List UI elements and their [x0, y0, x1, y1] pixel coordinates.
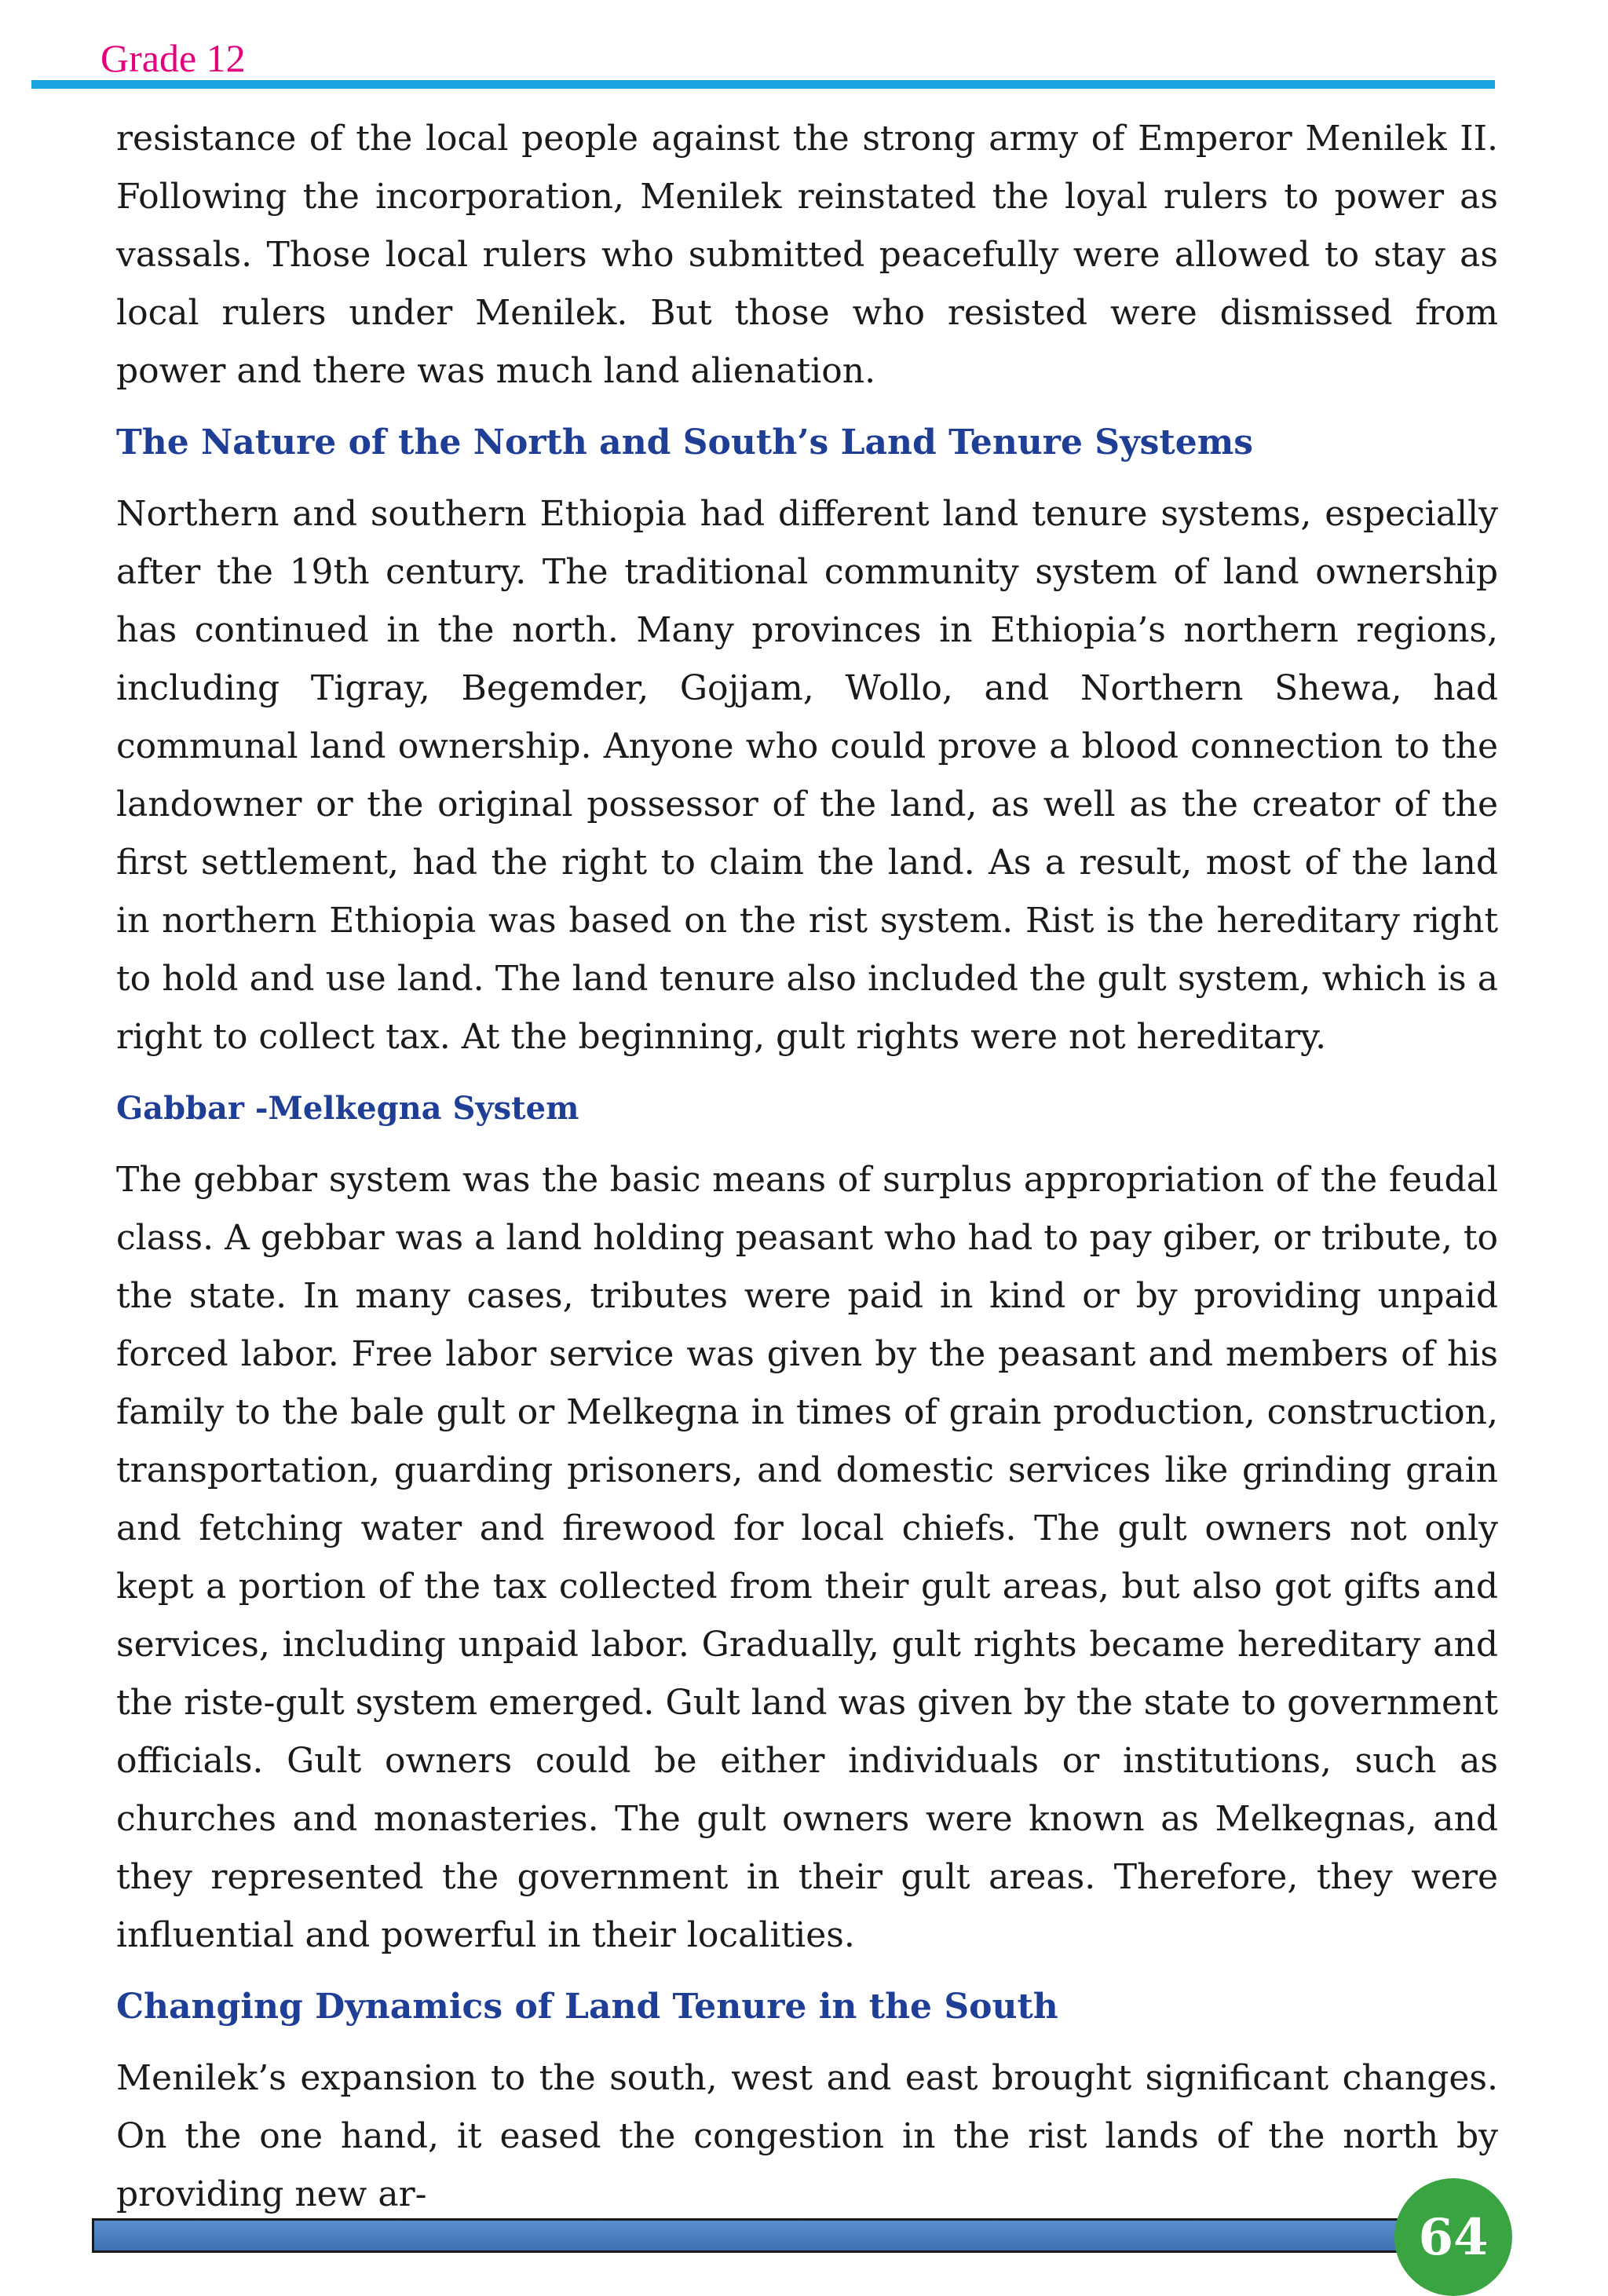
grade-label: Grade 12 — [100, 36, 246, 80]
footer-bar — [92, 2218, 1419, 2253]
intro-paragraph: resistance of the local people against the strong army of Emperor Menilek II. Following the incorporation, Menilek reinstated the loyal rulers to power as vassals. Those local rulers who submitted peacefully were allowed to stay as local rulers under Menilek. But those who resisted were dismissed from power and there was much land alienation. — [116, 119, 1498, 391]
page-content — [116, 110, 1498, 2224]
heading-gabbar: Gabbar -Melkegna System — [116, 1090, 579, 1127]
paragraph-gabbar: The gebbar system was the basic means of surplus appropriation of the feudal class. A gebbar was a land holding peasant who had to pay giber, or tribute, to the state. In many cases, tributes were paid in kind or by providing unpaid forced labor. Free labor service was given by the peasant and members of his family to the bale gult or Melkegna in times of grain production, construction, transportation, guarding prisoners, and domestic services like grinding grain and fetching water and firewood for local chiefs. The gult owners not only kept a portion of the tax collected from their gult areas, but also got gifts and services, including unpaid labor. Gradually, gult rights became hereditary and the riste-gult system emerged. Gult land was given by the state to government officials. Gult owners could be either individuals or institutions, such as churches and monasteries. The gult owners were known as Melkegnas, and they represented the government in their gult areas. Therefore, they were influential and powerful in their localities. — [116, 1160, 1498, 1955]
paragraph-land-tenure: Northern and southern Ethiopia had different land tenure systems, especially after the 19th century. The traditional community system of land ownership has continued in the north. Many provinces in Ethiopia’s northern regions, including Tigray, Begemder, Gojjam, Wollo, and Northern Shewa, had communal land ownership. Anyone who could prove a blood connection to the landowner or the original possessor of the land, as well as the creator of the first settlement, had the right to claim the land. As a result, most of the land in northern Ethiopia was based on the rist system. Rist is the hereditary right to hold and use land. The land tenure also included the gult system, which is a right to collect tax. At the beginning, gult rights were not hereditary. — [116, 494, 1498, 1057]
heading-south: Changing Dynamics of Land Tenure in the South — [116, 1987, 1058, 2027]
header-rule — [31, 80, 1495, 89]
heading-land-tenure: The Nature of the North and South’s Land Tenure Systems — [116, 422, 1254, 462]
page-number: 64 — [1418, 2207, 1489, 2267]
paragraph-south: Menilek’s expansion to the south, west and east brought significant changes. On the one hand, it eased the congestion in the rist lands of the north by providing new ar- — [116, 2058, 1498, 2214]
page-number-badge — [1394, 2178, 1512, 2296]
